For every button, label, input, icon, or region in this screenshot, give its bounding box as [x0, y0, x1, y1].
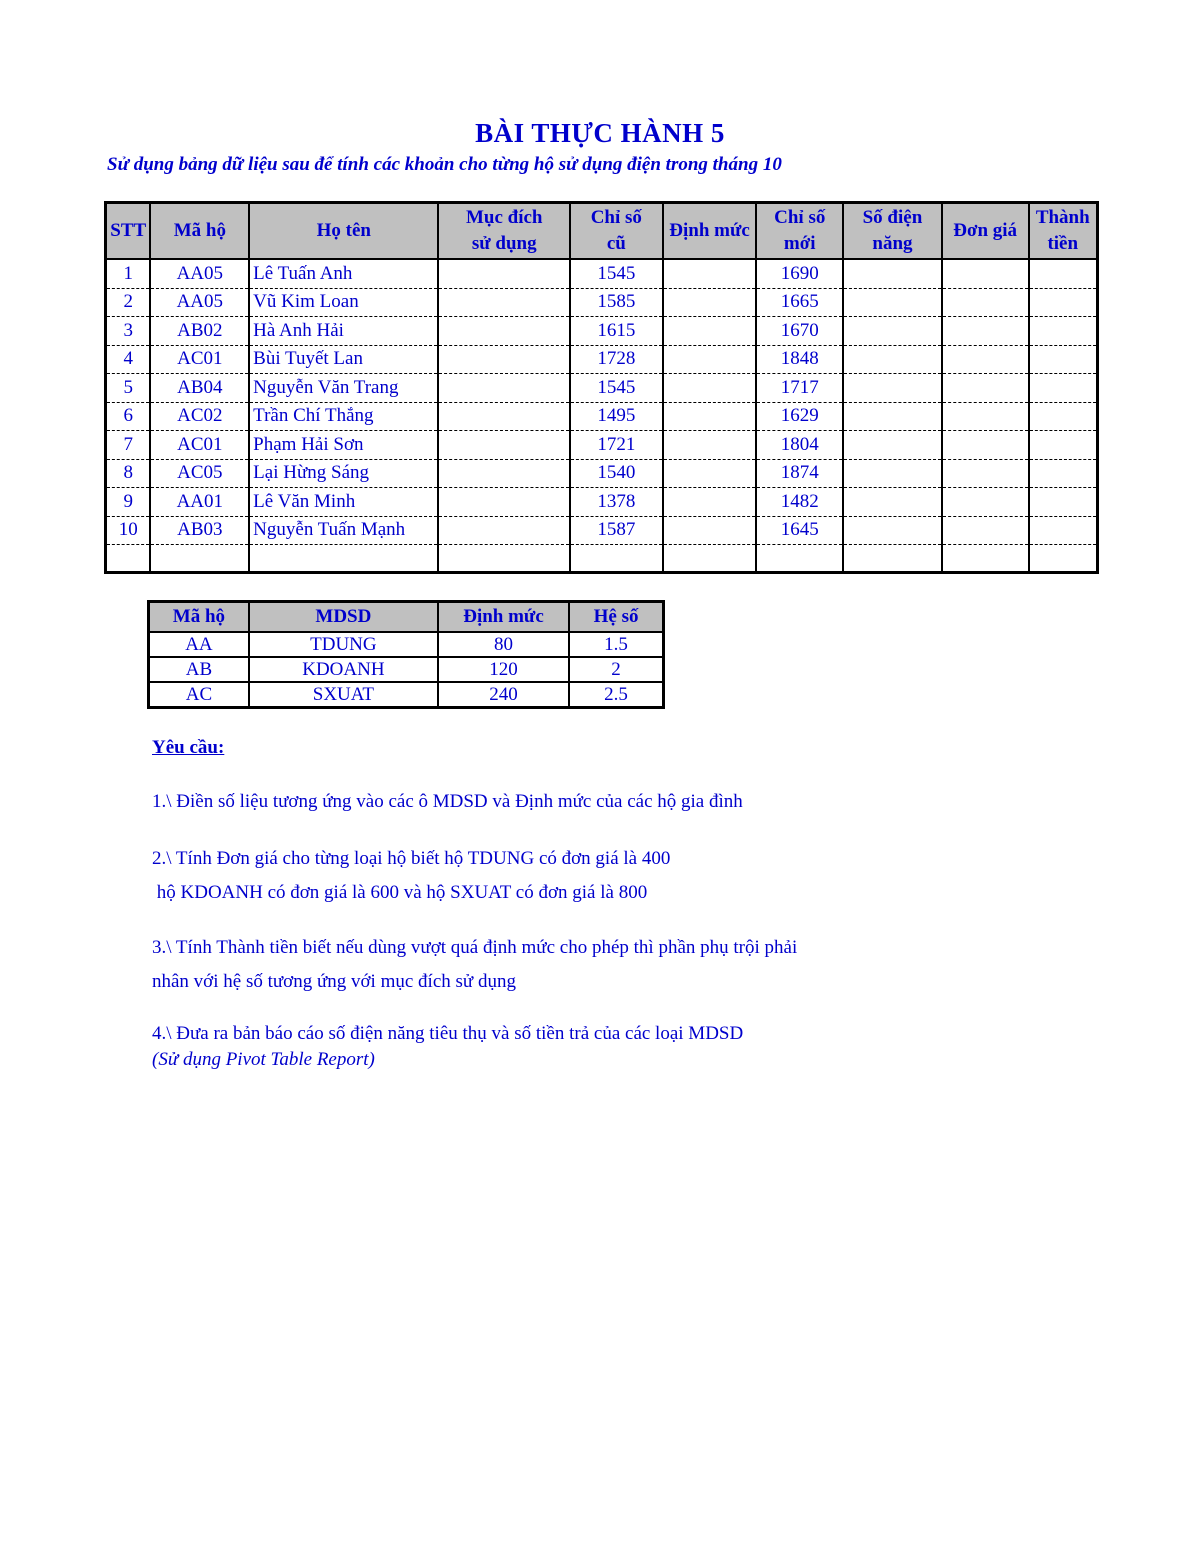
cell-ma-ho: AA05 — [150, 288, 249, 317]
cell-chi-so-moi: 1804 — [756, 431, 843, 460]
cell-thanh-tien — [1029, 545, 1098, 573]
header-dinh-muc: Định mức — [663, 203, 757, 260]
cell-ma-ho: AC01 — [150, 431, 249, 460]
cell-stt: 8 — [106, 459, 151, 488]
cell-ho-ten: Lại Hừng Sáng — [249, 459, 438, 488]
ref-header-mdsd: MDSD — [249, 602, 438, 633]
cell-don-gia — [942, 317, 1029, 346]
cell-chi-so-moi: 1874 — [756, 459, 843, 488]
cell-chi-so-cu: 1615 — [570, 317, 663, 346]
cell-ma-ho: AC01 — [150, 345, 249, 374]
cell-ho-ten: Lê Văn Minh — [249, 488, 438, 517]
cell-stt: 6 — [106, 402, 151, 431]
table-row — [106, 516, 1098, 545]
cell-thanh-tien — [1029, 345, 1098, 374]
cell-so-dien-nang — [843, 402, 942, 431]
cell-ma-ho — [150, 545, 249, 573]
reference-table — [147, 600, 665, 709]
table-row-empty — [106, 545, 1098, 573]
cell-dinh-muc — [663, 545, 757, 573]
ref-header-dinh-muc: Định mức — [438, 602, 569, 633]
requirement-3-line-2: nhân với hệ số tương ứng với mục đích sử dụng — [152, 971, 516, 992]
cell-so-dien-nang — [843, 545, 942, 573]
ref-header-ma-ho: Mã hộ — [149, 602, 249, 633]
ref-cell-ma-ho: AC — [149, 682, 249, 708]
cell-so-dien-nang — [843, 288, 942, 317]
cell-don-gia — [942, 259, 1029, 288]
cell-ma-ho: AB02 — [150, 317, 249, 346]
ref-cell-dinh-muc: 80 — [438, 632, 569, 657]
cell-thanh-tien — [1029, 488, 1098, 517]
cell-thanh-tien — [1029, 431, 1098, 460]
cell-chi-so-moi: 1665 — [756, 288, 843, 317]
header-stt: STT — [106, 203, 151, 260]
table-row — [106, 374, 1098, 403]
cell-thanh-tien — [1029, 288, 1098, 317]
cell-don-gia — [942, 431, 1029, 460]
requirement-4-note: (Sử dụng Pivot Table Report) — [152, 1049, 375, 1070]
cell-dinh-muc — [663, 488, 757, 517]
cell-muc-dich — [438, 374, 570, 403]
cell-chi-so-cu — [570, 545, 663, 573]
cell-don-gia — [942, 516, 1029, 545]
cell-so-dien-nang — [843, 431, 942, 460]
reference-row — [149, 657, 664, 682]
table-row — [106, 345, 1098, 374]
cell-dinh-muc — [663, 374, 757, 403]
cell-ho-ten: Hà Anh Hải — [249, 317, 438, 346]
cell-ho-ten: Bùi Tuyết Lan — [249, 345, 438, 374]
cell-ho-ten: Nguyễn Tuấn Mạnh — [249, 516, 438, 545]
cell-don-gia — [942, 288, 1029, 317]
cell-so-dien-nang — [843, 345, 942, 374]
table-row — [106, 459, 1098, 488]
requirement-4: 4.\ Đưa ra bản báo cáo số điện năng tiêu thụ và số tiền trả của các loại MDSD — [152, 1023, 744, 1044]
cell-dinh-muc — [663, 259, 757, 288]
reference-row — [149, 682, 664, 708]
cell-chi-so-cu: 1545 — [570, 259, 663, 288]
ref-cell-dinh-muc: 240 — [438, 682, 569, 708]
cell-ho-ten: Phạm Hải Sơn — [249, 431, 438, 460]
cell-so-dien-nang — [843, 459, 942, 488]
cell-chi-so-moi: 1482 — [756, 488, 843, 517]
cell-stt: 10 — [106, 516, 151, 545]
cell-ma-ho: AB04 — [150, 374, 249, 403]
cell-muc-dich — [438, 402, 570, 431]
header-chi-so-moi: Chỉ số mới — [756, 203, 843, 260]
cell-so-dien-nang — [843, 317, 942, 346]
cell-so-dien-nang — [843, 259, 942, 288]
cell-don-gia — [942, 345, 1029, 374]
cell-stt: 7 — [106, 431, 151, 460]
reference-header-row — [149, 602, 664, 633]
reference-row — [149, 632, 664, 657]
cell-dinh-muc — [663, 345, 757, 374]
cell-stt — [106, 545, 151, 573]
cell-dinh-muc — [663, 402, 757, 431]
ref-cell-mdsd: SXUAT — [249, 682, 438, 708]
cell-stt: 4 — [106, 345, 151, 374]
table-body — [106, 259, 1098, 573]
cell-don-gia — [942, 545, 1029, 573]
cell-dinh-muc — [663, 459, 757, 488]
cell-dinh-muc — [663, 516, 757, 545]
ref-cell-he-so: 2 — [569, 657, 663, 682]
cell-stt: 5 — [106, 374, 151, 403]
cell-ho-ten: Nguyễn Văn Trang — [249, 374, 438, 403]
ref-cell-mdsd: KDOANH — [249, 657, 438, 682]
cell-thanh-tien — [1029, 374, 1098, 403]
requirement-3-line-1: 3.\ Tính Thành tiền biết nếu dùng vượt quá định mức cho phép thì phần phụ trội phải — [152, 937, 798, 958]
ref-cell-mdsd: TDUNG — [249, 632, 438, 657]
cell-ho-ten: Vũ Kim Loan — [249, 288, 438, 317]
cell-don-gia — [942, 374, 1029, 403]
ref-cell-he-so: 1.5 — [569, 632, 663, 657]
cell-muc-dich — [438, 259, 570, 288]
cell-dinh-muc — [663, 431, 757, 460]
cell-ma-ho: AA05 — [150, 259, 249, 288]
cell-chi-so-moi: 1690 — [756, 259, 843, 288]
cell-chi-so-cu: 1540 — [570, 459, 663, 488]
page-subtitle: Sử dụng bảng dữ liệu sau để tính các khoản cho từng hộ sử dụng điện trong tháng 10 — [107, 154, 782, 175]
cell-stt: 2 — [106, 288, 151, 317]
cell-chi-so-cu: 1378 — [570, 488, 663, 517]
cell-ho-ten: Lê Tuấn Anh — [249, 259, 438, 288]
cell-dinh-muc — [663, 288, 757, 317]
cell-chi-so-cu: 1585 — [570, 288, 663, 317]
cell-thanh-tien — [1029, 259, 1098, 288]
ref-cell-ma-ho: AA — [149, 632, 249, 657]
cell-muc-dich — [438, 345, 570, 374]
cell-chi-so-cu: 1545 — [570, 374, 663, 403]
header-chi-so-cu: Chỉ số cũ — [570, 203, 663, 260]
table-row — [106, 488, 1098, 517]
table-row — [106, 317, 1098, 346]
cell-chi-so-moi: 1670 — [756, 317, 843, 346]
cell-ho-ten: Trần Chí Thắng — [249, 402, 438, 431]
cell-don-gia — [942, 459, 1029, 488]
cell-chi-so-moi: 1645 — [756, 516, 843, 545]
cell-ma-ho: AC02 — [150, 402, 249, 431]
table-row — [106, 259, 1098, 288]
reference-body — [149, 632, 664, 708]
cell-ma-ho: AB03 — [150, 516, 249, 545]
electricity-usage-table — [104, 201, 1099, 574]
cell-so-dien-nang — [843, 516, 942, 545]
cell-stt: 3 — [106, 317, 151, 346]
header-ma-ho: Mã hộ — [150, 203, 249, 260]
header-don-gia: Đơn giá — [942, 203, 1029, 260]
cell-chi-so-cu: 1721 — [570, 431, 663, 460]
page-title: BÀI THỰC HÀNH 5 — [475, 118, 725, 148]
requirements-heading: Yêu cầu: — [152, 737, 225, 758]
cell-muc-dich — [438, 459, 570, 488]
table-row — [106, 402, 1098, 431]
cell-don-gia — [942, 488, 1029, 517]
cell-thanh-tien — [1029, 402, 1098, 431]
cell-chi-so-moi: 1848 — [756, 345, 843, 374]
cell-don-gia — [942, 402, 1029, 431]
cell-muc-dich — [438, 431, 570, 460]
cell-muc-dich — [438, 488, 570, 517]
cell-chi-so-moi — [756, 545, 843, 573]
requirement-2-line-1: 2.\ Tính Đơn giá cho từng loại hộ biết hộ TDUNG có đơn giá là 400 — [152, 848, 671, 869]
cell-ma-ho: AC05 — [150, 459, 249, 488]
ref-cell-ma-ho: AB — [149, 657, 249, 682]
requirement-1: 1.\ Điền số liệu tương ứng vào các ô MDSD và Định mức của các hộ gia đình — [152, 791, 743, 812]
cell-stt: 1 — [106, 259, 151, 288]
table-row — [106, 288, 1098, 317]
cell-so-dien-nang — [843, 374, 942, 403]
cell-chi-so-cu: 1495 — [570, 402, 663, 431]
cell-muc-dich — [438, 288, 570, 317]
cell-chi-so-cu: 1587 — [570, 516, 663, 545]
header-thanh-tien: Thành tiền — [1029, 203, 1098, 260]
cell-thanh-tien — [1029, 317, 1098, 346]
header-ho-ten: Họ tên — [249, 203, 438, 260]
cell-stt: 9 — [106, 488, 151, 517]
ref-header-he-so: Hệ số — [569, 602, 663, 633]
cell-chi-so-moi: 1717 — [756, 374, 843, 403]
ref-cell-dinh-muc: 120 — [438, 657, 569, 682]
header-muc-dich: Mục đích sử dụng — [438, 203, 570, 260]
cell-thanh-tien — [1029, 516, 1098, 545]
cell-so-dien-nang — [843, 488, 942, 517]
ref-cell-he-so: 2.5 — [569, 682, 663, 708]
cell-ma-ho: AA01 — [150, 488, 249, 517]
requirement-2-line-2: hộ KDOANH có đơn giá là 600 và hộ SXUAT có đơn giá là 800 — [152, 882, 648, 903]
cell-thanh-tien — [1029, 459, 1098, 488]
table-header-row — [106, 203, 1098, 260]
cell-ho-ten — [249, 545, 438, 573]
cell-muc-dich — [438, 545, 570, 573]
cell-dinh-muc — [663, 317, 757, 346]
cell-muc-dich — [438, 317, 570, 346]
header-so-dien-nang: Số điện năng — [843, 203, 942, 260]
cell-chi-so-cu: 1728 — [570, 345, 663, 374]
table-row — [106, 431, 1098, 460]
cell-muc-dich — [438, 516, 570, 545]
cell-chi-so-moi: 1629 — [756, 402, 843, 431]
